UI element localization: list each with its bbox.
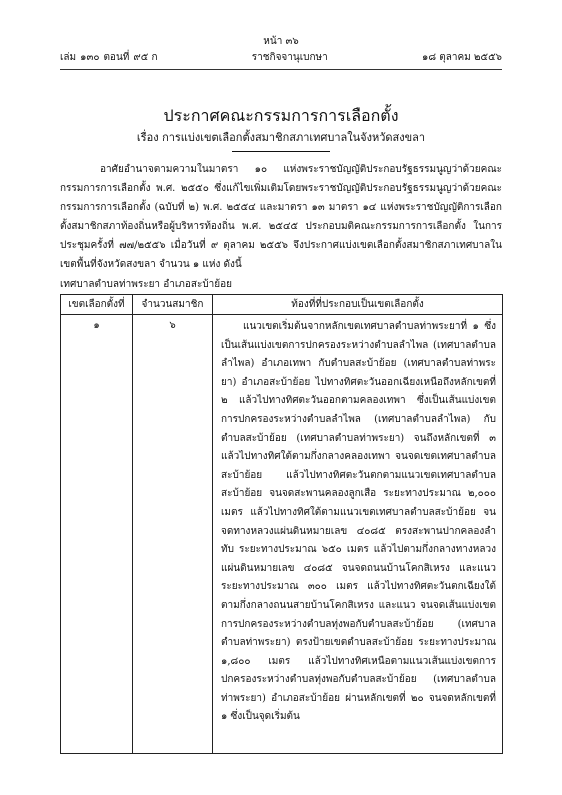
- publication-date: ๑๘ ตุลาคม ๒๕๕๖: [421, 52, 502, 63]
- title-divider: [232, 151, 330, 152]
- district-number: ๑: [61, 315, 133, 754]
- section-number: ๙๕ ก: [133, 52, 158, 63]
- gazette-header: [60, 50, 502, 70]
- member-count: ๖: [133, 315, 213, 754]
- page-number: หน้า ๓๖: [263, 36, 299, 47]
- header-area: ท้องที่ที่ประกอบเป็นเขตเลือกตั้ง: [213, 295, 503, 315]
- announcement-title: ประกาศคณะกรรมการการเลือกตั้ง: [163, 106, 399, 125]
- section-label: ตอนที่: [103, 52, 130, 63]
- table-header-row: [61, 295, 503, 315]
- volume-label: เล่ม: [60, 52, 77, 63]
- publication-name: ราชกิจจานุเบกษา: [251, 52, 328, 63]
- area-description: แนวเขตเริ่มต้นจากหลักเขตเทศบาลตำบลท่าพระยาที่ ๑ ซึ่งเป็นเส้นแบ่งเขตการปกครองระหว่างตำบลลำไพล (เทศบาลตำบลลำไพล) อำเภอเทพา กับตำบลสะบ้าย้อย (เทศบาลตำบลท่าพระยา) อำเภอสะบ้าย้อย ไปทางทิศตะวันออกเฉียงเหนือถึงหลักเขตที่ ๒ แล้วไปทางทิศตะวันออกตามคลองเทพา ซึ่งเป็นเส้นแบ่งเขตการปกครองระหว่างตำบลลำไพล (เทศบาลตำบลลำไพล) กับตำบลสะบ้าย้อย (เทศบาลตำบลท่าพระยา) จนถึงหลักเขตที่ ๓ แล้วไปทางทิศใต้ตามกึ่งกลางคลองเทพา จนจดเขตเทศบาลตำบลสะบ้าย้อย แล้วไปทางทิศตะวันตกตามแนวเขตเทศบาลตำบลสะบ้าย้อย จนจดสะพานคลองลูกเสือ ระยะทางประมาณ ๒,๐๐๐ เมตร แล้วไปทางทิศใต้ตามแนวเขตเทศบาลตำบลสะบ้าย้อย จนจดทางหลวงแผ่นดินหมายเลข ๔๐๘๕ ตรงสะพานปากคลองลำทับ ระยะทางประมาณ ๖๕๐ เมตร แล้วไปตามกึ่งกลางทางหลวงแผ่นดินหมายเลข ๔๐๘๕ จนจดถนนบ้านโคกสิเหรง และแนวระยะทางประมาณ ๓๐๐ เมตร แล้วไปทางทิศตะวันตกเฉียงใต้ตามกึ่งกลางถนนสายบ้านโคกสิเหรง และแนว จนจดเส้นแบ่งเขตการปกครองระหว่างตำบลทุ่งพอกับตำบลสะบ้าย้อย (เทศบาลตำบลท่าพระยา) ตรงป้ายเขตตำบลสะบ้าย้อย ระยะทางประมาณ ๑,๘๐๐ เมตร แล้วไปทางทิศเหนือตามแนวเส้นแบ่งเขตการปกครองระหว่างตำบลทุ่งพอกับตำบลสะบ้าย้อย (เทศบาลตำบลท่าพระยา) อำเภอสะบ้าย้อย ผ่านหลักเขตที่ ๒๐ จนจดหลักเขตที่ ๑ ซึ่งเป็นจุดเริ่มต้น: [221, 321, 496, 723]
- announcement-body: อาศัยอำนาจตามความในมาตรา ๑๐ แห่งพระราชบัญญัติประกอบรัฐธรรมนูญว่าด้วยคณะกรรมการการเลือกตั้ง พ.ศ. ๒๕๕๐ ซึ่งแก้ไขเพิ่มเติมโดยพระราชบัญญัติประกอบรัฐธรรมนูญว่าด้วยคณะกรรมการการเลือกตั้ง (ฉบับที่ ๒) พ.ศ. ๒๕๕๔ และมาตรา ๑๓ มาตรา ๑๔ แห่งพระราชบัญญัติการเลือกตั้งสมาชิกสภาท้องถิ่นหรือผู้บริหารท้องถิ่น พ.ศ. ๒๕๔๕ ประกอบมติคณะกรรมการการเลือกตั้ง ในการประชุมครั้งที่ ๗๗/๒๕๕๖ เมื่อวันที่ ๙ ตุลาคม ๒๕๕๖ จึงประกาศแบ่งเขตเลือกตั้งสมาชิกสภาเทศบาลในเขตพื้นที่จังหวัดสงขลา จำนวน ๑ แห่ง ดังนี้: [60, 164, 502, 270]
- municipality-label: เทศบาลตำบลท่าพระยา อำเภอสะบ้าย้อย: [60, 279, 233, 290]
- table-row: [61, 315, 503, 754]
- header-members: จำนวนสมาชิก: [133, 295, 213, 315]
- announcement-subject: เรื่อง การแบ่งเขตเลือกตั้งสมาชิกสภาเทศบาลในจังหวัดสงขลา: [136, 131, 426, 144]
- district-table: [60, 294, 503, 754]
- volume-number: ๑๓๐: [80, 52, 100, 63]
- header-district: เขตเลือกตั้งที่: [61, 295, 133, 315]
- area-description-cell: [213, 315, 503, 754]
- issue-info: [60, 50, 158, 65]
